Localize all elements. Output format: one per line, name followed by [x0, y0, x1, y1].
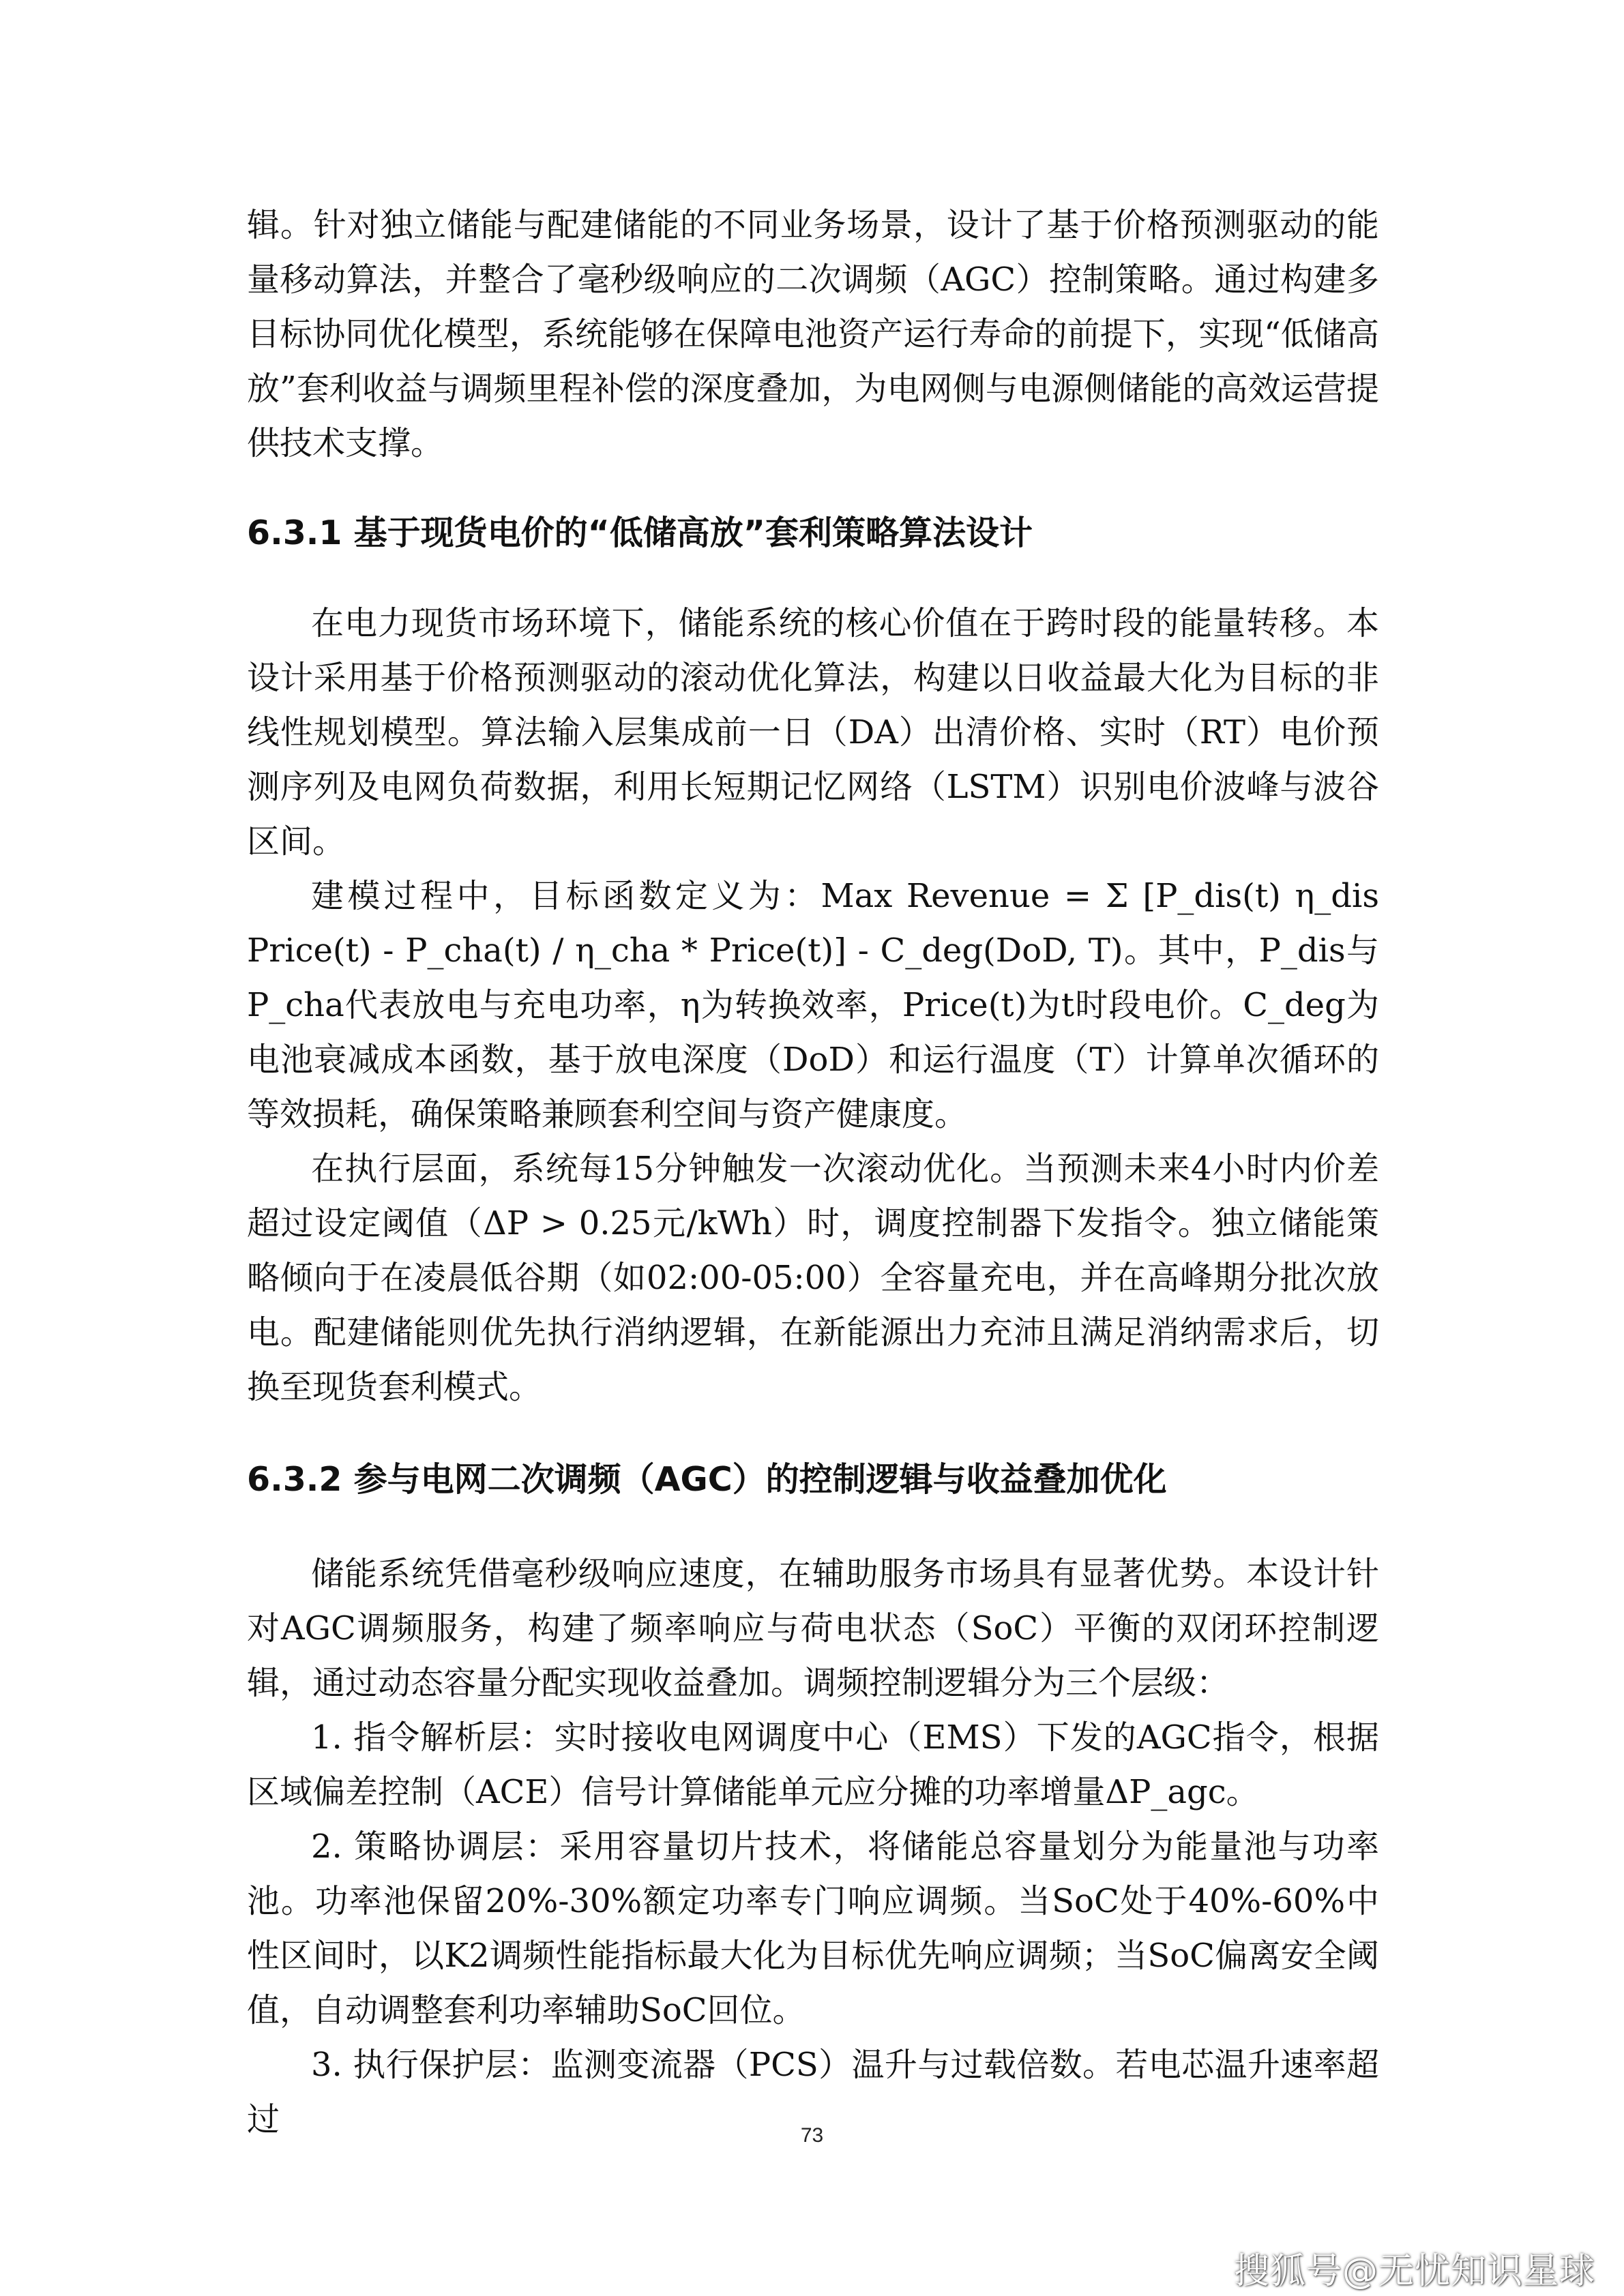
intro-paragraph: 辑。针对独立储能与配建储能的不同业务场景，设计了基于价格预测驱动的能量移动算法，并整合了毫秒级响应的二次调频（AGC）控制策略。通过构建多目标协同优化模型，系统能够在保障电池资产运行寿命的前提下，实现“低储高放”套利收益与调频里程补偿的深度叠加，为电网侧与电源侧储能的高效运营提供技术支撑。: [247, 206, 1379, 462]
paragraph-6-3-1-c: 在执行层面，系统每15分钟触发一次滚动优化。当预测未来4小时内价差超过设定阈值（ΔP > 0.25元/kWh）时，调度控制器下发指令。独立储能策略倾向于在凌晨低谷期（如02:00-05:00）全容量充电，并在高峰期分批次放电。配建储能则优先执行消纳逻辑，在新能源出力充沛且满足消纳需求后，切换至现货套利模式。: [247, 1150, 1379, 1406]
document-body: [247, 198, 1379, 2147]
page-number: 73: [800, 2124, 824, 2147]
list-item-3: 3. 执行保护层：监测变流器（PCS）温升与过载倍数。若电芯温升速率超过: [247, 2046, 1379, 2138]
section-heading-6-3-1: 6.3.1 基于现货电价的“低储高放”套利策略算法设计: [247, 513, 1033, 552]
paragraph-6-3-1-a: 在电力现货市场环境下，储能系统的核心价值在于跨时段的能量转移。本设计采用基于价格预测驱动的滚动优化算法，构建以日收益最大化为目标的非线性规划模型。算法输入层集成前一日（DA）出清价格、实时（RT）电价预测序列及电网负荷数据，利用长短期记忆网络（LSTM）识别电价波峰与波谷区间。: [247, 604, 1379, 861]
list-item-2: 2. 策略协调层：采用容量切片技术，将储能总容量划分为能量池与功率池。功率池保留20%-30%额定功率专门响应调频。当SoC处于40%-60%中性区间时，以K2调频性能指标最大化为目标优先响应调频；当SoC偏离安全阈值，自动调整套利功率辅助SoC回位。: [247, 1828, 1379, 2029]
section-heading-6-3-2: 6.3.2 参与电网二次调频（AGC）的控制逻辑与收益叠加优化: [247, 1460, 1167, 1499]
paragraph-6-3-2-a: 储能系统凭借毫秒级响应速度，在辅助服务市场具有显著优势。本设计针对AGC调频服务，构建了频率响应与荷电状态（SoC）平衡的双闭环控制逻辑，通过动态容量分配实现收益叠加。调频控制逻辑分为三个层级：: [247, 1555, 1379, 1702]
list-item-1: 1. 指令解析层：实时接收电网调度中心（EMS）下发的AGC指令，根据区域偏差控制（ACE）信号计算储能单元应分摊的功率增量ΔP_agc。: [247, 1718, 1379, 1811]
paragraph-6-3-1-b: 建模过程中，目标函数定义为：Max Revenue = Σ [P_dis(t) η_dis Price(t) - P_cha(t) / η_cha * Price(t)] - C_deg(DoD, T)。其中，P_dis与P_cha代表放电与充电功率，η为转换效率，Price(t)为t时段电价。C_deg为电池衰减成本函数，基于放电深度（DoD）和运行温度（T）计算单次循环的等效损耗，确保策略兼顾套利空间与资产健康度。: [247, 877, 1379, 1133]
watermark: 搜狐号@无忧知识星球: [1233, 2251, 1595, 2292]
